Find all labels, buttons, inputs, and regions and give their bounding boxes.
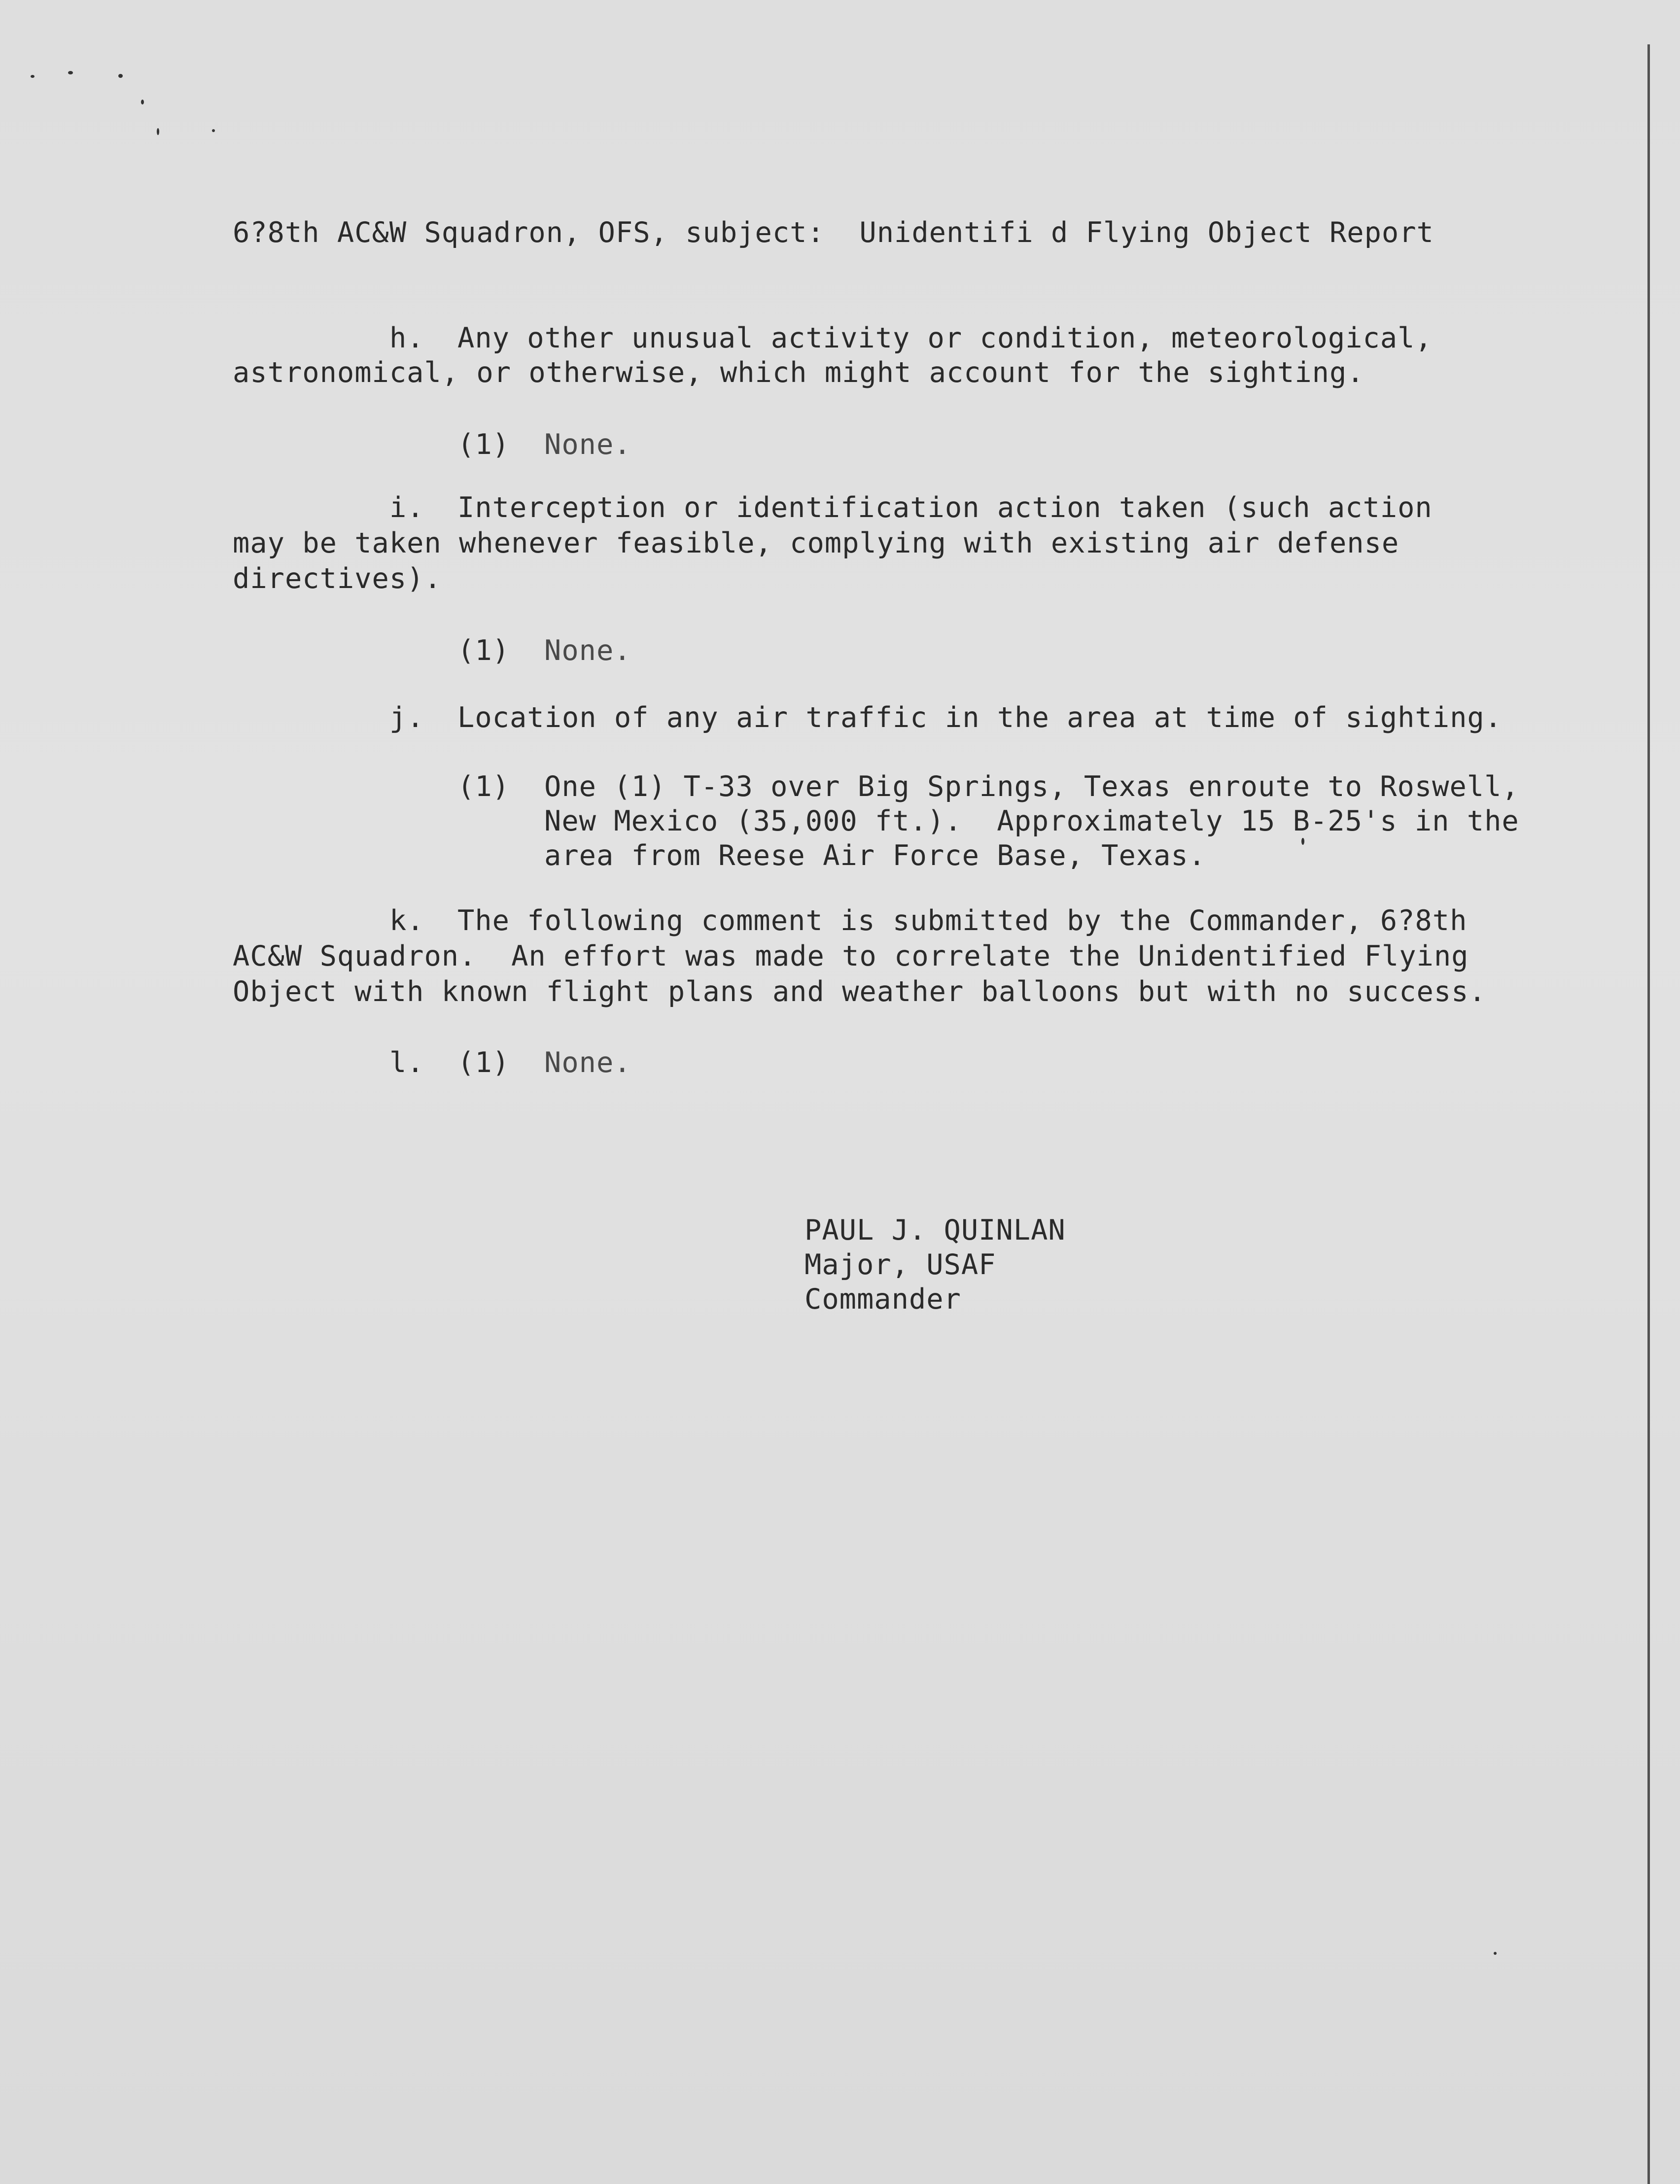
scan-speck [1494,1952,1497,1955]
item-j-sub-line2: New Mexico (35,000 ft.). Approximately 15 B-25's in the [544,805,1519,837]
item-i-text-line1: Interception or identification action taken (such action [457,491,1433,524]
scan-speck [157,128,159,135]
signature-name: PAUL J. QUINLAN [805,1214,1066,1247]
item-k-label: k. [389,904,424,937]
item-h-text-line2: astronomical, or otherwise, which might account for the sighting. [233,356,1365,389]
item-j-label: j. [389,701,424,734]
scan-speck [68,71,73,74]
scan-speck [1301,838,1304,845]
item-h-text-line1: Any other unusual activity or condition, meteorological, [457,322,1433,354]
item-i-sub-label: (1) [457,634,510,667]
item-j-sub-line1: One (1) T-33 over Big Springs, Texas enroute to Roswell, [544,770,1519,803]
item-i-label: i. [389,491,424,524]
signature-title: Commander [805,1283,961,1316]
item-l-sub-label: (1) [457,1046,510,1079]
item-i-sub-text: None. [544,634,631,667]
item-h-label: h. [389,322,424,354]
signature-rank: Major, USAF [805,1248,996,1281]
scan-speck [212,129,215,132]
item-h-sub-text: None. [544,428,631,461]
item-j-sub-line3: area from Reese Air Force Base, Texas. [544,839,1206,872]
item-k-text-line1: The following comment is submitted by the Commander, 6?8th [457,904,1468,937]
scan-speck [31,75,35,78]
scan-speck [118,74,123,78]
item-i-text-line2: may be taken whenever feasible, complying with existing air defense [233,527,1400,559]
item-j-sub-label: (1) [457,770,510,803]
item-l-label: l. [389,1046,424,1079]
item-j-text-line1: Location of any air traffic in the area at time of sighting. [457,701,1503,734]
page-edge-line [1647,44,1650,2184]
item-k-text-line3: Object with known flight plans and weather balloons but with no success. [233,975,1486,1008]
item-i-text-line3: directives). [233,562,442,595]
item-k-text-line2: AC&W Squadron. An effort was made to correlate the Unidentified Flying [233,940,1469,972]
document-header: 6?8th AC&W Squadron, OFS, subject: Unidentifi d Flying Object Report [233,216,1434,249]
scan-speck [141,100,144,104]
item-h-sub-label: (1) [457,428,510,461]
item-l-sub-text: None. [544,1046,631,1079]
